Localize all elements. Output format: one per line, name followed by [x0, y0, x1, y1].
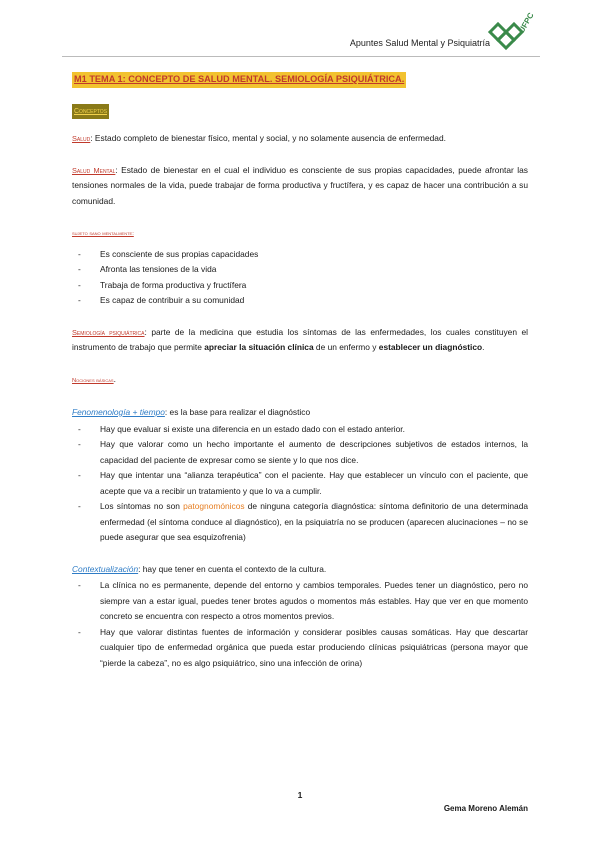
contextualizacion-list: [72, 578, 528, 671]
list-item: [72, 499, 528, 546]
salud-mental-term: Salud Mental: [72, 165, 116, 175]
semiologia-bold-2: establecer un diagnóstico: [378, 342, 483, 352]
list-item: - Trabaja de forma productiva y fructífera: [72, 278, 528, 294]
sujeto-heading-line: [72, 225, 528, 243]
semiologia-text-a: : parte de la medicina que estudia los síntomas de las enfermedades, los cuales constituyen el instrumento de trabajo que permite: [72, 326, 528, 352]
fenomenologia-last-a: Los síntomas no son: [100, 501, 184, 511]
sujeto-list: [72, 247, 528, 309]
salud-mental-text: : Estado de bienestar en el cual el individuo es consciente de sus propias capacidades, puede afrontar las tensiones normales de la vida, puede trabajar de forma productiva y fructífera, y es capaz de hacer una contribución a su comunidad.: [72, 164, 528, 206]
nociones-dot: .: [113, 373, 116, 384]
contextualizacion-text: : hay que tener en cuenta el contexto de la cultura.: [138, 563, 327, 574]
sujeto-heading: sujeto sano mentalmente:: [72, 231, 134, 237]
document-title: M1 TEMA 1: CONCEPTO DE SALUD MENTAL. SEMIOLOGÍA PSIQUIÁTRICA.: [72, 72, 406, 88]
salud-paragraph: [72, 131, 528, 147]
semiologia-text-b: de un enfermo y: [313, 342, 379, 352]
salud-mental-paragraph: [72, 163, 528, 210]
contextualizacion-term: Contextualización: [72, 563, 139, 574]
nociones-heading: Nociones básicas: [72, 377, 114, 384]
salud-text: : Estado completo de bienestar físico, mental y social, y no solamente ausencia de enfermedad.: [90, 133, 446, 143]
header-divider: [62, 56, 540, 57]
document-body: [72, 72, 528, 671]
salud-term: Salud: [72, 134, 91, 143]
nociones-heading-line: [72, 372, 528, 390]
fenomenologia-last-b: de ninguna categoría diagnóstica: síntoma definitorio de una determinada enfermedad (el síntoma conduce al diagnóstico), en la psiquiatría no se producen (aparecen alucinaciones – no se puede asegurar que sea esquizofrenia): [100, 501, 529, 542]
fenomenologia-term: Fenomenología + tiempo: [72, 407, 165, 417]
header-title: Apuntes Salud Mental y Psiquiatría: [349, 38, 490, 48]
list-item: - Es consciente de sus propias capacidades: [72, 247, 528, 263]
semiologia-bold-1: apreciar la situación clínica: [204, 342, 314, 352]
fenomenologia-list: [72, 422, 528, 546]
semiologia-paragraph: [72, 325, 528, 356]
semiologia-text-c: .: [482, 342, 485, 352]
page-number: 1: [297, 790, 303, 800]
patognomonicos-term: patognomónicos: [183, 501, 245, 511]
fenomenologia-paragraph: [72, 405, 528, 421]
list-item: - La clínica no es permanente, depende del entorno y cambios temporales. Puedes tener un diagnóstico, pero no siempre van a estar igual, puedes tener brotes agudos o momentos más estables. Hay que ver en que momento concreto se encuentra con respecto a otros momentos previos.: [72, 578, 528, 625]
list-item: - Hay que valorar distintas fuentes de información y considerar posibles causas somáticas. Hay que descartar cualquier tipo de enfermedad orgánica que pueda estar produciendo clínicas psiquiátricas (persona mayor que “pierde la cabeza”, no es algo psiquiátrico, sino una infección de orina): [72, 625, 528, 672]
section-conceptos: Conceptos: [72, 104, 109, 120]
list-item: - Hay que intentar una “alianza terapéutica” con el paciente. Hay que establecer un vínculo con el paciente, que acepte que va a recibir un tratamiento y que lo va a cumplir.: [72, 468, 528, 499]
logo-text: UFPC: [517, 11, 536, 35]
fenomenologia-text: : es la base para realizar el diagnóstico: [164, 407, 311, 417]
semiologia-term: Semiología psiquiátrica: [72, 327, 145, 337]
author-name: Gema Moreno Alemán: [443, 804, 528, 813]
list-item: - Afronta las tensiones de la vida: [72, 262, 528, 278]
list-item: - Hay que evaluar si existe una diferencia en un estado dado con el estado anterior.: [72, 422, 528, 438]
contextualizacion-paragraph: [72, 562, 528, 578]
list-item: - Es capaz de contribuir a su comunidad: [72, 293, 528, 309]
list-item: - Hay que valorar como un hecho importante el aumento de descripciones subjetivos de estados internos, la capacidad del paciente de expresar como se siente y lo que nos dice.: [72, 437, 528, 468]
